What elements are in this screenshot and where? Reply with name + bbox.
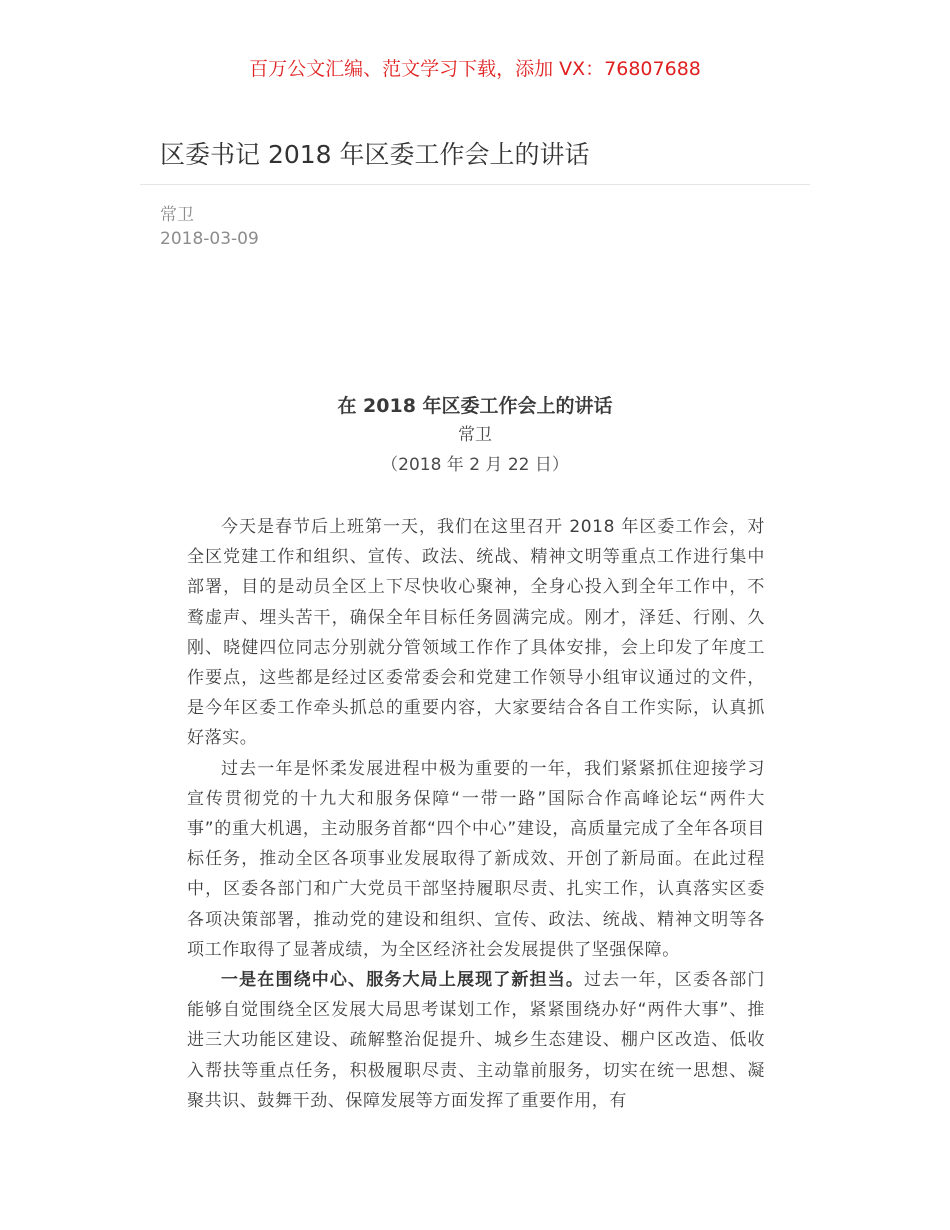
paragraph-lead: 一是在围绕中心、服务大局上展现了新担当。 <box>221 970 585 991</box>
title-divider <box>140 184 810 185</box>
body-paragraph <box>187 754 765 965</box>
speech-body <box>187 512 765 1116</box>
article-date: 2018-03-09 <box>160 229 259 249</box>
speech-title: 在 2018 年区委工作会上的讲话 <box>337 395 613 417</box>
download-banner: 百万公文汇编、范文学习下载，添加 VX：76807688 <box>249 58 701 80</box>
article-title: 区委书记 2018 年区委工作会上的讲话 <box>160 140 590 169</box>
body-paragraph <box>187 512 765 754</box>
paragraph-text: 过去一年是怀柔发展进程中极为重要的一年，我们紧紧抓住迎接学习宣传贯彻党的十九大和服务保障“一带一路”国际合作高峰论坛“两件大事”的重大机遇，主动服务首都“四个中心”建设，高质量完成了全年各项目标任务，推动全区各项事业发展取得了新成效、开创了新局面。在此过程中，区委各部门和广大党员干部坚持履职尽责、扎实工作，认真落实区委各项决策部署，推动党的建设和组织、宣传、政法、统战、精神文明等各项工作取得了显著成绩，为全区经济社会发展提供了坚强保障。 <box>187 758 765 960</box>
speech-author: 常卫 <box>458 425 492 445</box>
paragraph-text: 过去一年，区委各部门能够自觉围绕全区发展大局思考谋划工作，紧紧围绕办好“两件大事”、推进三大功能区建设、疏解整治促提升、城乡生态建设、棚户区改造、低收入帮扶等重点任务，积极履职尽责、主动靠前服务，切实在统一思想、凝聚共识、鼓舞干劲、保障发展等方面发挥了重要作用，有 <box>187 970 766 1111</box>
speech-header <box>0 392 950 480</box>
paragraph-text: 今天是春节后上班第一天，我们在这里召开 2018 年区委工作会，对全区党建工作和组织、宣传、政法、统战、精神文明等重点工作进行集中部署，目的是动员全区上下尽快收心聚神，全身心投入到全年工作中，不鹜虚声、埋头苦干，确保全年目标任务圆满完成。刚才，泽廷、行刚、久刚、晓健四位同志分别就分管领域工作作了具体安排，会上印发了年度工作要点，这些都是经过区委常委会和党建工作领导小组审议通过的文件，是今年区委工作牵头抓总的重要内容，大家要结合各自工作实际，认真抓好落实。 <box>187 517 765 749</box>
article-author: 常卫 <box>160 205 194 225</box>
speech-date: （2018 年 2 月 22 日） <box>381 455 569 475</box>
article-meta <box>160 203 259 251</box>
body-paragraph <box>187 965 765 1116</box>
